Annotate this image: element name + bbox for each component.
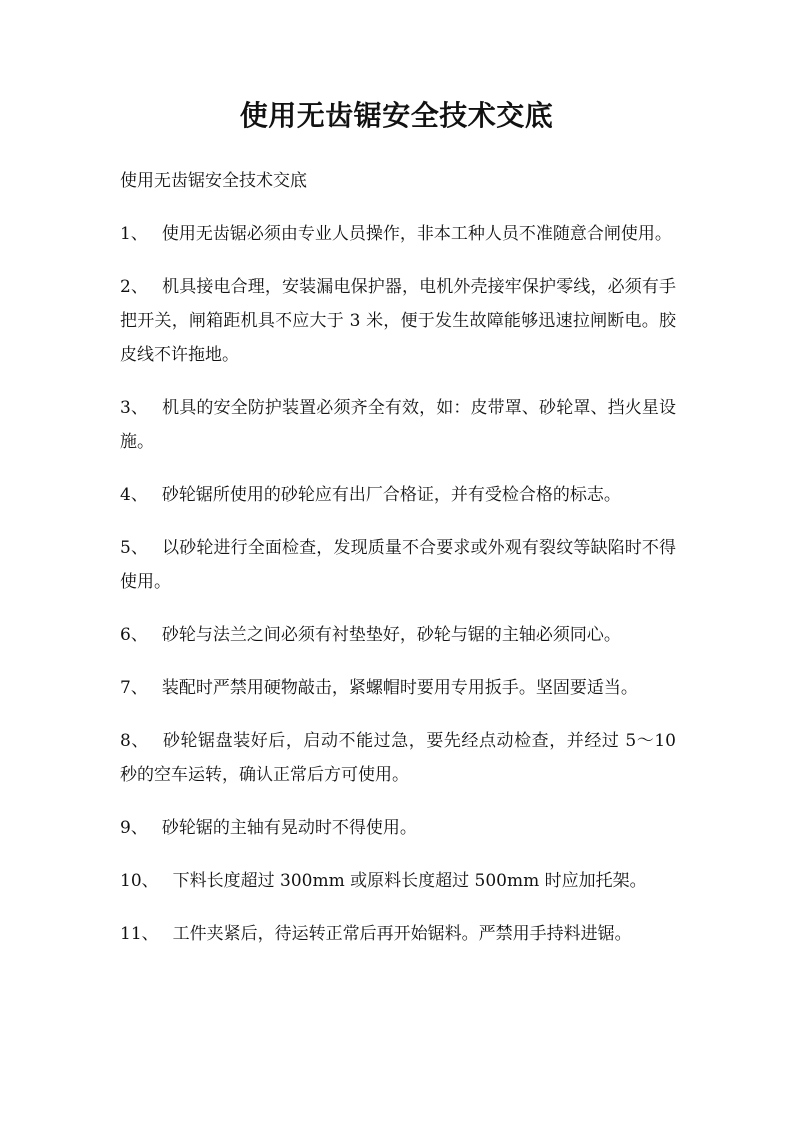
item-text: 机具的安全防护装置必须齐全有效，如：皮带罩、砂轮罩、挡火星设施。 bbox=[120, 398, 676, 452]
list-item bbox=[120, 724, 676, 792]
document-body bbox=[120, 164, 676, 970]
list-item bbox=[120, 531, 676, 599]
item-number: 4、 bbox=[120, 485, 148, 505]
item-number: 7、 bbox=[120, 678, 148, 698]
item-text: 以砂轮进行全面检查，发现质量不合要求或外观有裂纹等缺陷时不得使用。 bbox=[120, 538, 676, 592]
item-text: 砂轮锯所使用的砂轮应有出厂合格证，并有受检合格的标志。 bbox=[161, 485, 621, 505]
list-item bbox=[120, 391, 676, 459]
item-text: 工件夹紧后，待运转正常后再开始锯料。严禁用手持料进锯。 bbox=[172, 924, 632, 944]
item-text: 砂轮与法兰之间必须有衬垫垫好，砂轮与锯的主轴必须同心。 bbox=[161, 625, 621, 645]
item-number: 3、 bbox=[120, 398, 149, 418]
item-number: 9、 bbox=[120, 818, 148, 838]
item-number: 2、 bbox=[120, 277, 149, 297]
item-number: 6、 bbox=[120, 625, 148, 645]
document-title: 使用无齿锯安全技术交底 bbox=[239, 99, 554, 132]
document-subtitle: 使用无齿锯安全技术交底 bbox=[120, 171, 307, 191]
item-number: 10、 bbox=[120, 871, 159, 891]
item-text: 下料长度超过 300mm 或原料长度超过 500mm 时应加托架。 bbox=[172, 871, 647, 891]
list-item bbox=[120, 217, 676, 251]
list-item bbox=[120, 864, 676, 898]
item-number: 1、 bbox=[120, 224, 148, 244]
item-number: 11、 bbox=[120, 924, 159, 944]
item-text: 砂轮锯盘装好后，启动不能过急，要先经点动检查，并经过 5～10 秒的空车运转，确认正常后方可使用。 bbox=[120, 731, 676, 785]
item-text: 装配时严禁用硬物敲击，紧螺帽时要用专用扳手。坚固要适当。 bbox=[161, 678, 638, 698]
item-text: 砂轮锯的主轴有晃动时不得使用。 bbox=[161, 818, 417, 838]
list-item bbox=[120, 671, 676, 705]
item-text: 机具接电合理，安装漏电保护器，电机外壳接牢保护零线，必须有手把开关，闸箱距机具不应大于 3 米，便于发生故障能够迅速拉闸断电。胶皮线不许拖地。 bbox=[120, 277, 676, 365]
list-item bbox=[120, 270, 676, 372]
item-text: 使用无齿锯必须由专业人员操作，非本工种人员不准随意合闸使用。 bbox=[161, 224, 672, 244]
item-number: 8、 bbox=[120, 731, 149, 751]
list-item bbox=[120, 917, 676, 951]
item-number: 5、 bbox=[120, 538, 149, 558]
list-item bbox=[120, 811, 676, 845]
list-item bbox=[120, 478, 676, 512]
list-item bbox=[120, 618, 676, 652]
